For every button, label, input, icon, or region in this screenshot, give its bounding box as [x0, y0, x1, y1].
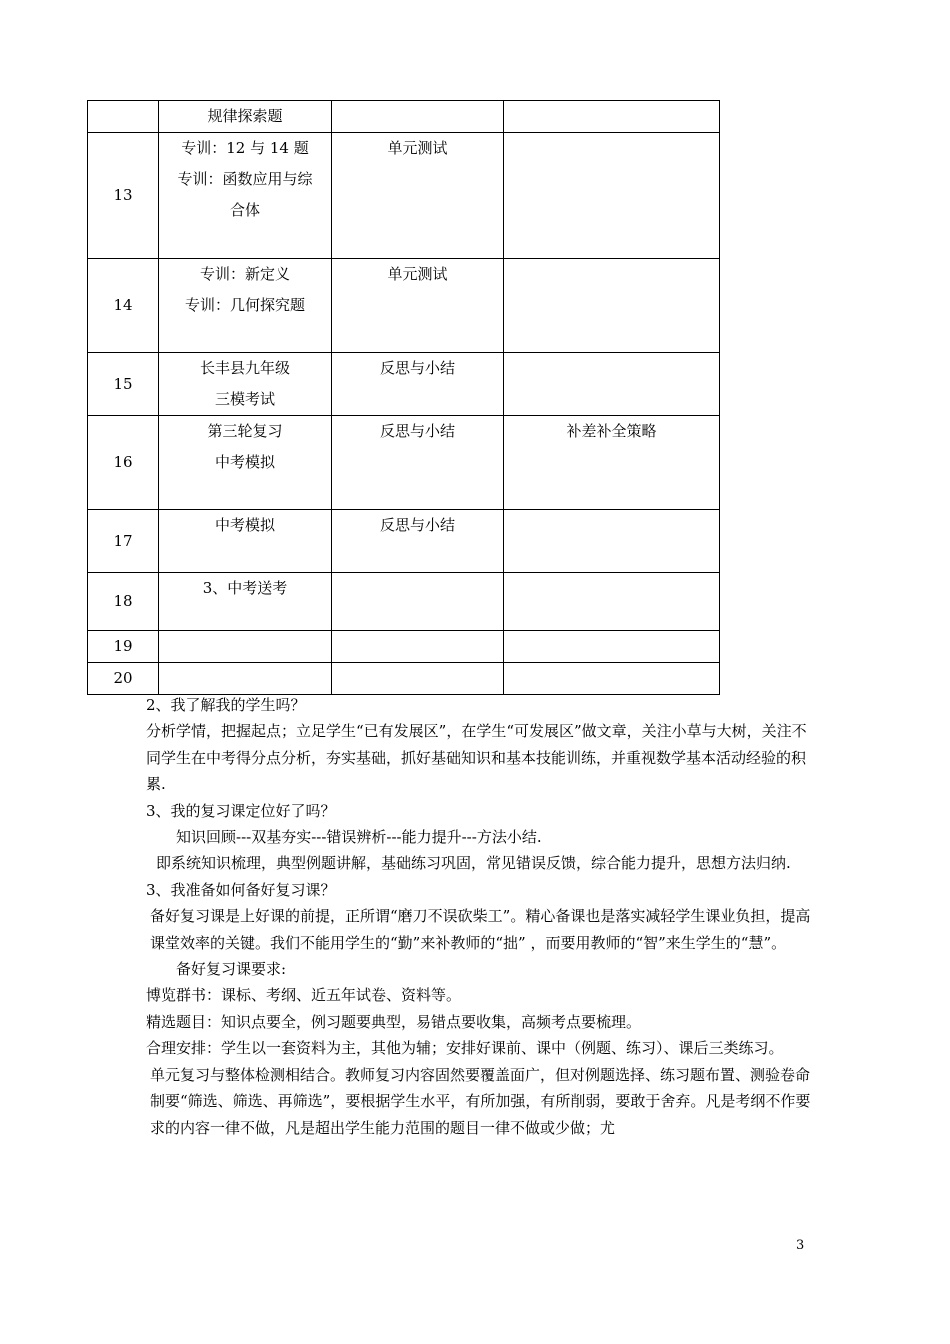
- note-cell: 补差补全策略: [504, 416, 720, 510]
- paragraph-read-widely: 博览群书：课标、考纲、近五年试卷、资料等。: [146, 986, 462, 1005]
- paragraph-student-analysis: 分析学情，把握起点；立足学生“已有发展区”，在学生“可发展区”做文章，关注小草与大树，关注不同学生在中考得分点分析，夯实基础，抓好基础知识和基本技能训练，并重视数学基本活动经验的积累.: [146, 722, 807, 794]
- content-cell: [159, 573, 332, 631]
- method-cell: [332, 631, 504, 663]
- content-cell: [159, 259, 332, 353]
- method-cell: 反思与小结: [332, 353, 504, 416]
- note-cell: [504, 133, 720, 259]
- method-cell: 反思与小结: [332, 416, 504, 510]
- heading-prepare-review: 3、我准备如何备好复习课？: [146, 880, 336, 899]
- content-line: 专训：几何探究题: [184, 296, 305, 314]
- content-cell: [159, 663, 332, 695]
- note-cell: [504, 101, 720, 133]
- paragraph-arrange: 合理安排：学生以一套资料为主，其他为辅；安排好课前、课中（例题、练习）、课后三类练习。: [146, 1039, 784, 1058]
- method-cell: [332, 101, 504, 133]
- content-cell: [159, 353, 332, 416]
- table-row: [88, 133, 720, 259]
- method-cell: [332, 573, 504, 631]
- table-row: [88, 259, 720, 353]
- note-cell: [504, 510, 720, 573]
- body-text: [146, 692, 816, 1141]
- method-cell: 单元测试: [332, 259, 504, 353]
- week-cell: [88, 101, 159, 133]
- method-cell: [332, 663, 504, 695]
- week-cell: 17: [88, 510, 159, 573]
- paragraph-unit-review: 单元复习与整体检测相结合。教师复习内容固然要覆盖面广，但对例题选择、练习题布置、测验卷命制要“筛选、筛选、再筛选”，要根据学生水平，有所加强，有所削弱，要敢于舍弃。凡是考纲不作要求的内容一律不做，凡是超出学生能力范围的题目一律不做或少做；尤: [150, 1065, 811, 1137]
- heading-know-students: 2、我了解我的学生吗？: [146, 696, 306, 714]
- paragraph-select-questions: 精选题目：知识点要全，例习题要典型，易错点要收集，高频考点要梳理。: [146, 1012, 642, 1031]
- content-line: 专训：12 与 14 题: [181, 139, 309, 157]
- method-cell: 单元测试: [332, 133, 504, 259]
- paragraph-review-flow: 知识回顾---双基夯实---错误辨析---能力提升---方法小结.: [176, 828, 542, 847]
- review-plan-table: [87, 100, 720, 695]
- week-cell: 20: [88, 663, 159, 695]
- content-cell: [159, 631, 332, 663]
- content-line: 专训：函数应用与综: [177, 170, 313, 188]
- page-number: 3: [796, 1238, 805, 1253]
- table-row: [88, 416, 720, 510]
- content-cell: [159, 416, 332, 510]
- note-cell: [504, 259, 720, 353]
- week-cell: 16: [88, 416, 159, 510]
- week-cell: 14: [88, 259, 159, 353]
- content-line: 合体: [229, 201, 260, 219]
- week-cell: 19: [88, 631, 159, 663]
- table-row: [88, 353, 720, 416]
- heading-prepare-requirements: 备好复习课要求:: [176, 960, 287, 979]
- content-line: 第三轮复习: [207, 422, 283, 440]
- heading-review-positioning: 3、我的复习课定位好了吗？: [146, 801, 336, 820]
- content-line: 三模考试: [214, 390, 275, 408]
- week-cell: 18: [88, 573, 159, 631]
- table-row: [88, 573, 720, 631]
- content-cell: [159, 101, 332, 133]
- content-cell: [159, 133, 332, 259]
- note-cell: [504, 573, 720, 631]
- paragraph-review-summary: 即系统知识梳理，典型例题讲解，基础练习巩固，常见错误反馈，综合能力提升，思想方法归纳.: [156, 854, 791, 873]
- method-cell: 反思与小结: [332, 510, 504, 573]
- content-line: 长丰县九年级: [199, 359, 290, 377]
- paragraph-prepare-importance: 备好复习课是上好课的前提，正所谓“磨刀不误砍柴工”。精心备课也是落实减轻学生课业负担，提高课堂效率的关键。我们不能用学生的“勤”来补教师的“拙” ，而要用教师的“智”来生学生的“慧”。: [150, 907, 811, 952]
- table-row: [88, 631, 720, 663]
- content-line: 3、中考送考: [202, 579, 288, 597]
- content-line: 专训：新定义: [199, 265, 290, 283]
- table-row: [88, 510, 720, 573]
- note-cell: [504, 663, 720, 695]
- week-cell: 15: [88, 353, 159, 416]
- content-line: 中考模拟: [214, 453, 275, 471]
- content-cell: [159, 510, 332, 573]
- note-cell: [504, 631, 720, 663]
- week-cell: 13: [88, 133, 159, 259]
- table-row: [88, 101, 720, 133]
- note-cell: [504, 353, 720, 416]
- content-line: 规律探索题: [207, 107, 283, 125]
- table-row: [88, 663, 720, 695]
- content-line: 中考模拟: [214, 516, 275, 534]
